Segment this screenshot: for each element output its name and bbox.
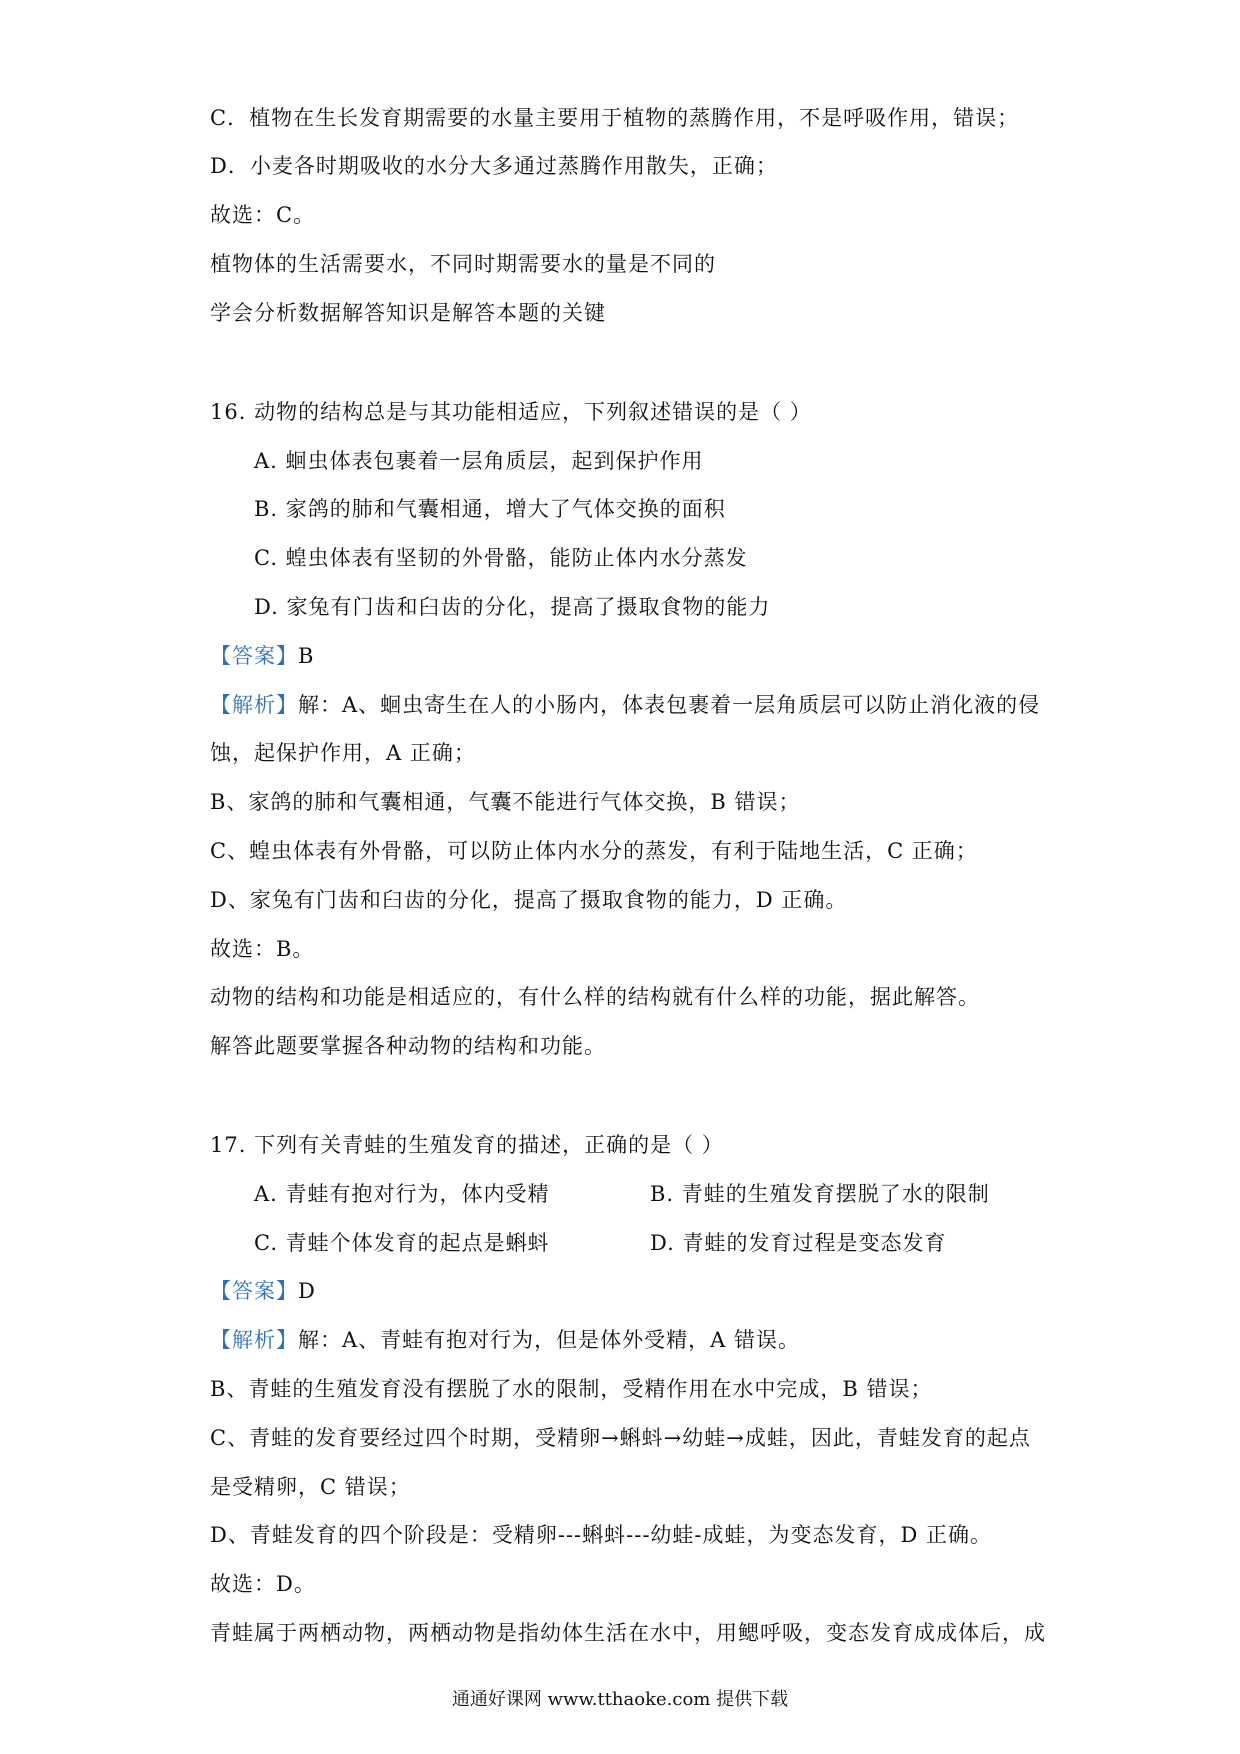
- q16-analysis-line: B、家鸽的肺和气囊相通，气囊不能进行气体交换，B 错误；: [210, 790, 801, 814]
- page-footer: 通通好课网 www.tthaoke.com 提供下载: [451, 1689, 789, 1710]
- q16-option-c: C. 蝗虫体表有坚韧的外骨骼，能防止体内水分蒸发: [254, 546, 748, 570]
- q17-analysis-line: 故选：D。: [210, 1572, 316, 1596]
- q16-analysis-line: D、家兔有门齿和臼齿的分化，提高了摄取食物的能力，D 正确。: [210, 888, 848, 912]
- q16-analysis-line: 蚀，起保护作用，A 正确；: [210, 741, 476, 765]
- q17-option-a: A. 青蛙有抱对行为，体内受精: [254, 1182, 550, 1206]
- analysis-text: 解：A、蛔虫寄生在人的小肠内，体表包裹着一层角质层可以防止消化液的侵: [298, 693, 1041, 717]
- q17-option-c: C. 青蛙个体发育的起点是蝌蚪: [254, 1231, 550, 1255]
- q16-answer: [210, 641, 314, 671]
- answer-tag: 【答案】: [210, 1279, 298, 1303]
- q16-analysis-line: C、蝗虫体表有外骨骼，可以防止体内水分的蒸发，有利于陆地生活，C 正确；: [210, 839, 978, 863]
- analysis-tag: 【解析】: [210, 1328, 298, 1352]
- text-line: C．植物在生长发育期需要的水量主要用于植物的蒸腾作用，不是呼吸作用，错误；: [210, 106, 1020, 130]
- q17-answer: [210, 1276, 316, 1306]
- question-16: 16. 动物的结构总是与其功能相适应，下列叙述错误的是（ ）: [210, 400, 812, 424]
- q16-option-b: B. 家鸽的肺和气囊相通，增大了气体交换的面积: [254, 497, 726, 521]
- q17-analysis-line: C、青蛙的发育要经过四个时期，受精卵→蝌蚪→幼蛙→成蛙，因此，青蛙发育的起点: [210, 1426, 1031, 1450]
- answer-tag: 【答案】: [210, 644, 298, 668]
- text-line: 植物体的生活需要水，不同时期需要水的量是不同的: [210, 252, 716, 276]
- q16-analysis-line: [210, 690, 1040, 720]
- q17-analysis-line: 是受精卵，C 错误；: [210, 1475, 411, 1499]
- q17-analysis-line: B、青蛙的生殖发育没有摆脱了水的限制，受精作用在水中完成，B 错误；: [210, 1377, 933, 1401]
- q16-option-a: A. 蛔虫体表包裹着一层角质层，起到保护作用: [254, 449, 704, 473]
- answer-value: D: [298, 1279, 316, 1303]
- q17-analysis-line: D、青蛙发育的四个阶段是：受精卵---蝌蚪---幼蛙-成蛙，为变态发育，D 正确。: [210, 1523, 993, 1547]
- text-line: D．小麦各时期吸收的水分大多通过蒸腾作用散失，正确；: [210, 154, 778, 178]
- text-line: 故选：C。: [210, 203, 316, 227]
- q16-analysis-line: 动物的结构和功能是相适应的，有什么样的结构就有什么样的功能，据此解答。: [210, 985, 980, 1009]
- answer-value: B: [298, 644, 315, 668]
- q17-analysis-line: [210, 1325, 800, 1355]
- q17-analysis-line: 青蛙属于两栖动物，两栖动物是指幼体生活在水中，用鳃呼吸，变态发育成成体后，成: [210, 1621, 1046, 1645]
- q17-option-b: B. 青蛙的生殖发育摆脱了水的限制: [650, 1182, 990, 1206]
- q17-option-d: D. 青蛙的发育过程是变态发育: [650, 1231, 947, 1255]
- q16-option-d: D. 家兔有门齿和臼齿的分化，提高了摄取食物的能力: [254, 595, 771, 619]
- q16-analysis-line: 故选：B。: [210, 937, 315, 961]
- question-17: 17. 下列有关青蛙的生殖发育的描述，正确的是（ ）: [210, 1133, 724, 1157]
- analysis-text: 解：A、青蛙有抱对行为，但是体外受精，A 错误。: [298, 1328, 801, 1352]
- analysis-tag: 【解析】: [210, 693, 298, 717]
- text-line: 学会分析数据解答知识是解答本题的关键: [210, 301, 606, 325]
- q16-analysis-line: 解答此题要掌握各种动物的结构和功能。: [210, 1034, 606, 1058]
